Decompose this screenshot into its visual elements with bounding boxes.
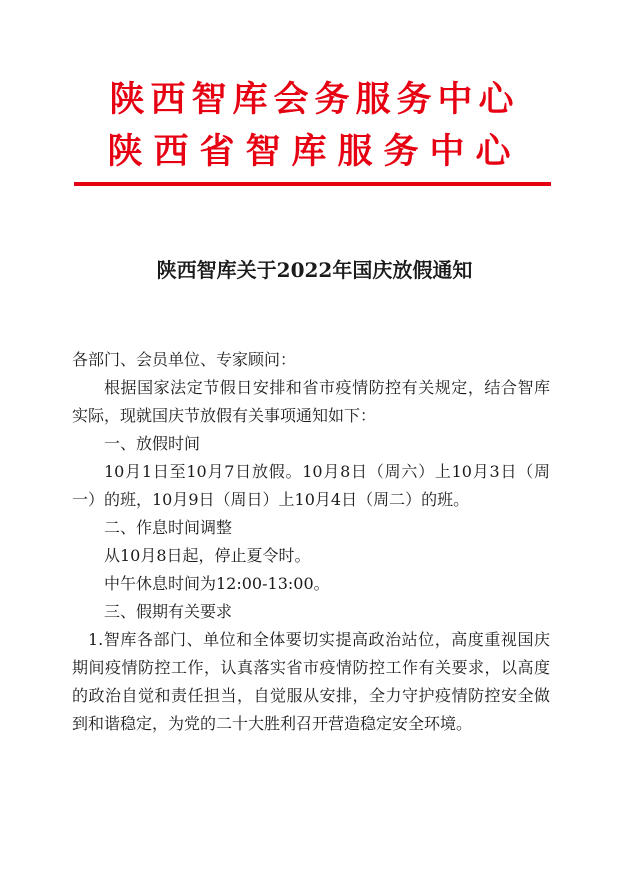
letterhead-org-line1: 陕西智库会务服务中心 [109, 79, 520, 120]
salutation: 各部门、会员单位、专家顾问： [72, 350, 297, 369]
requirement-paragraph-1: 1.智库各部门、单位和全体要切实提高政治站位，高度重视国庆期间疫情防控工作，认真落实省市疫情防控工作有关要求，以高度的政治自觉和责任担当，自觉服从安排，全力守护疫情防控安全做到和谐稳定，为党的二十大胜利召开营造稳定安全环境。 [72, 630, 550, 733]
section-heading-holiday-time: 一、放假时间 [104, 434, 201, 453]
notice-body [72, 346, 550, 738]
holiday-time-paragraph: 10月1日至10月7日放假。10月8日（周六）上10月3日（周一）的班，10月9日（周日）上10月4日（周二）的班。 [72, 462, 550, 509]
notice-title: 陕西智库关于2022年国庆放假通知 [156, 258, 473, 282]
schedule-paragraph-lunch-break: 中午休息时间为12:00-13:00。 [104, 574, 330, 593]
letterhead-org-line2: 陕西省智库服务中心 [107, 131, 522, 172]
section-heading-holiday-requirements: 三、假期有关要求 [104, 602, 233, 621]
intro-paragraph: 根据国家法定节假日安排和省市疫情防控有关规定，结合智库实际，现就国庆节放假有关事项通知如下： [72, 378, 550, 425]
schedule-paragraph-summer-time: 从10月8日起，停止夏令时。 [104, 546, 311, 565]
letterhead-red-rule [74, 182, 551, 186]
section-heading-schedule-adjustment: 二、作息时间调整 [104, 518, 233, 537]
